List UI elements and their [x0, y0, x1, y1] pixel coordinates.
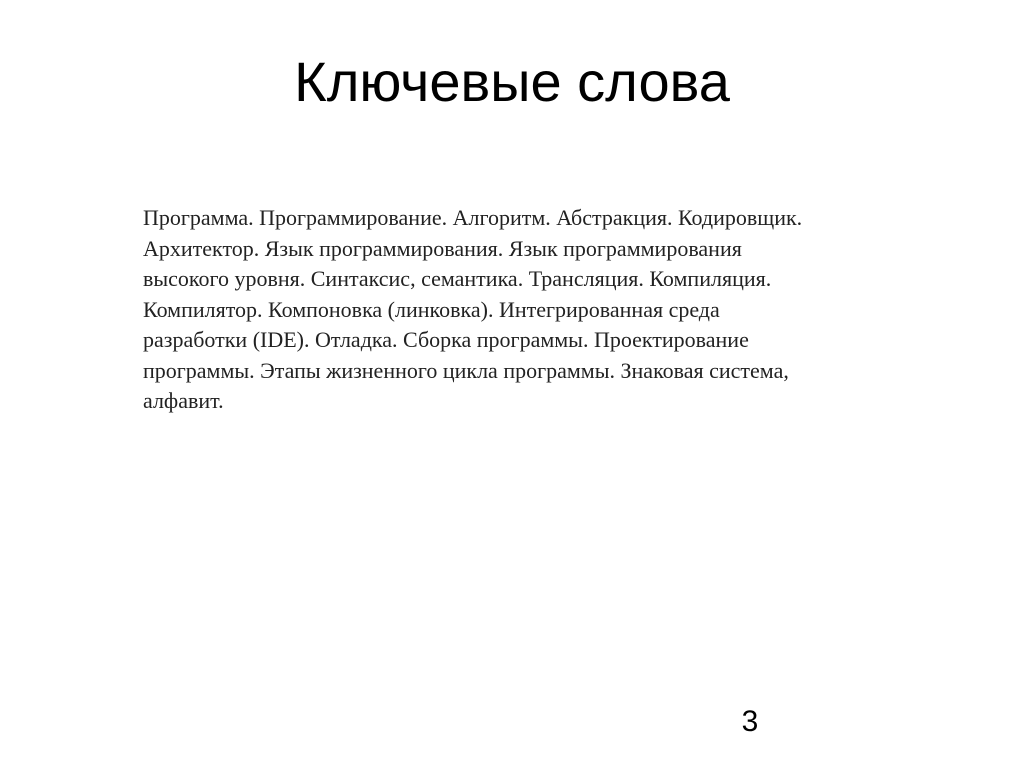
keywords-line: алфавит.	[143, 388, 224, 413]
keywords-line: Компилятор. Компоновка (линковка). Интегрированная среда	[143, 296, 720, 322]
keywords-line: Архитектор. Язык программирования. Язык программирования	[143, 235, 742, 261]
slide-title: Ключевые слова	[294, 50, 730, 113]
keywords-paragraph	[143, 203, 933, 417]
keywords-line: Программа. Программирование. Алгоритм. Абстракция. Кодировщик.	[143, 205, 803, 230]
keywords-line: высокого уровня. Синтаксис, семантика. Трансляция. Компиляция.	[143, 266, 772, 291]
keywords-line: программы. Этапы жизненного цикла программы. Знаковая система,	[143, 357, 789, 383]
page-number: 3	[741, 705, 759, 738]
keywords-line: разработки (IDE). Отладка. Сборка программы. Проектирование	[143, 327, 749, 352]
